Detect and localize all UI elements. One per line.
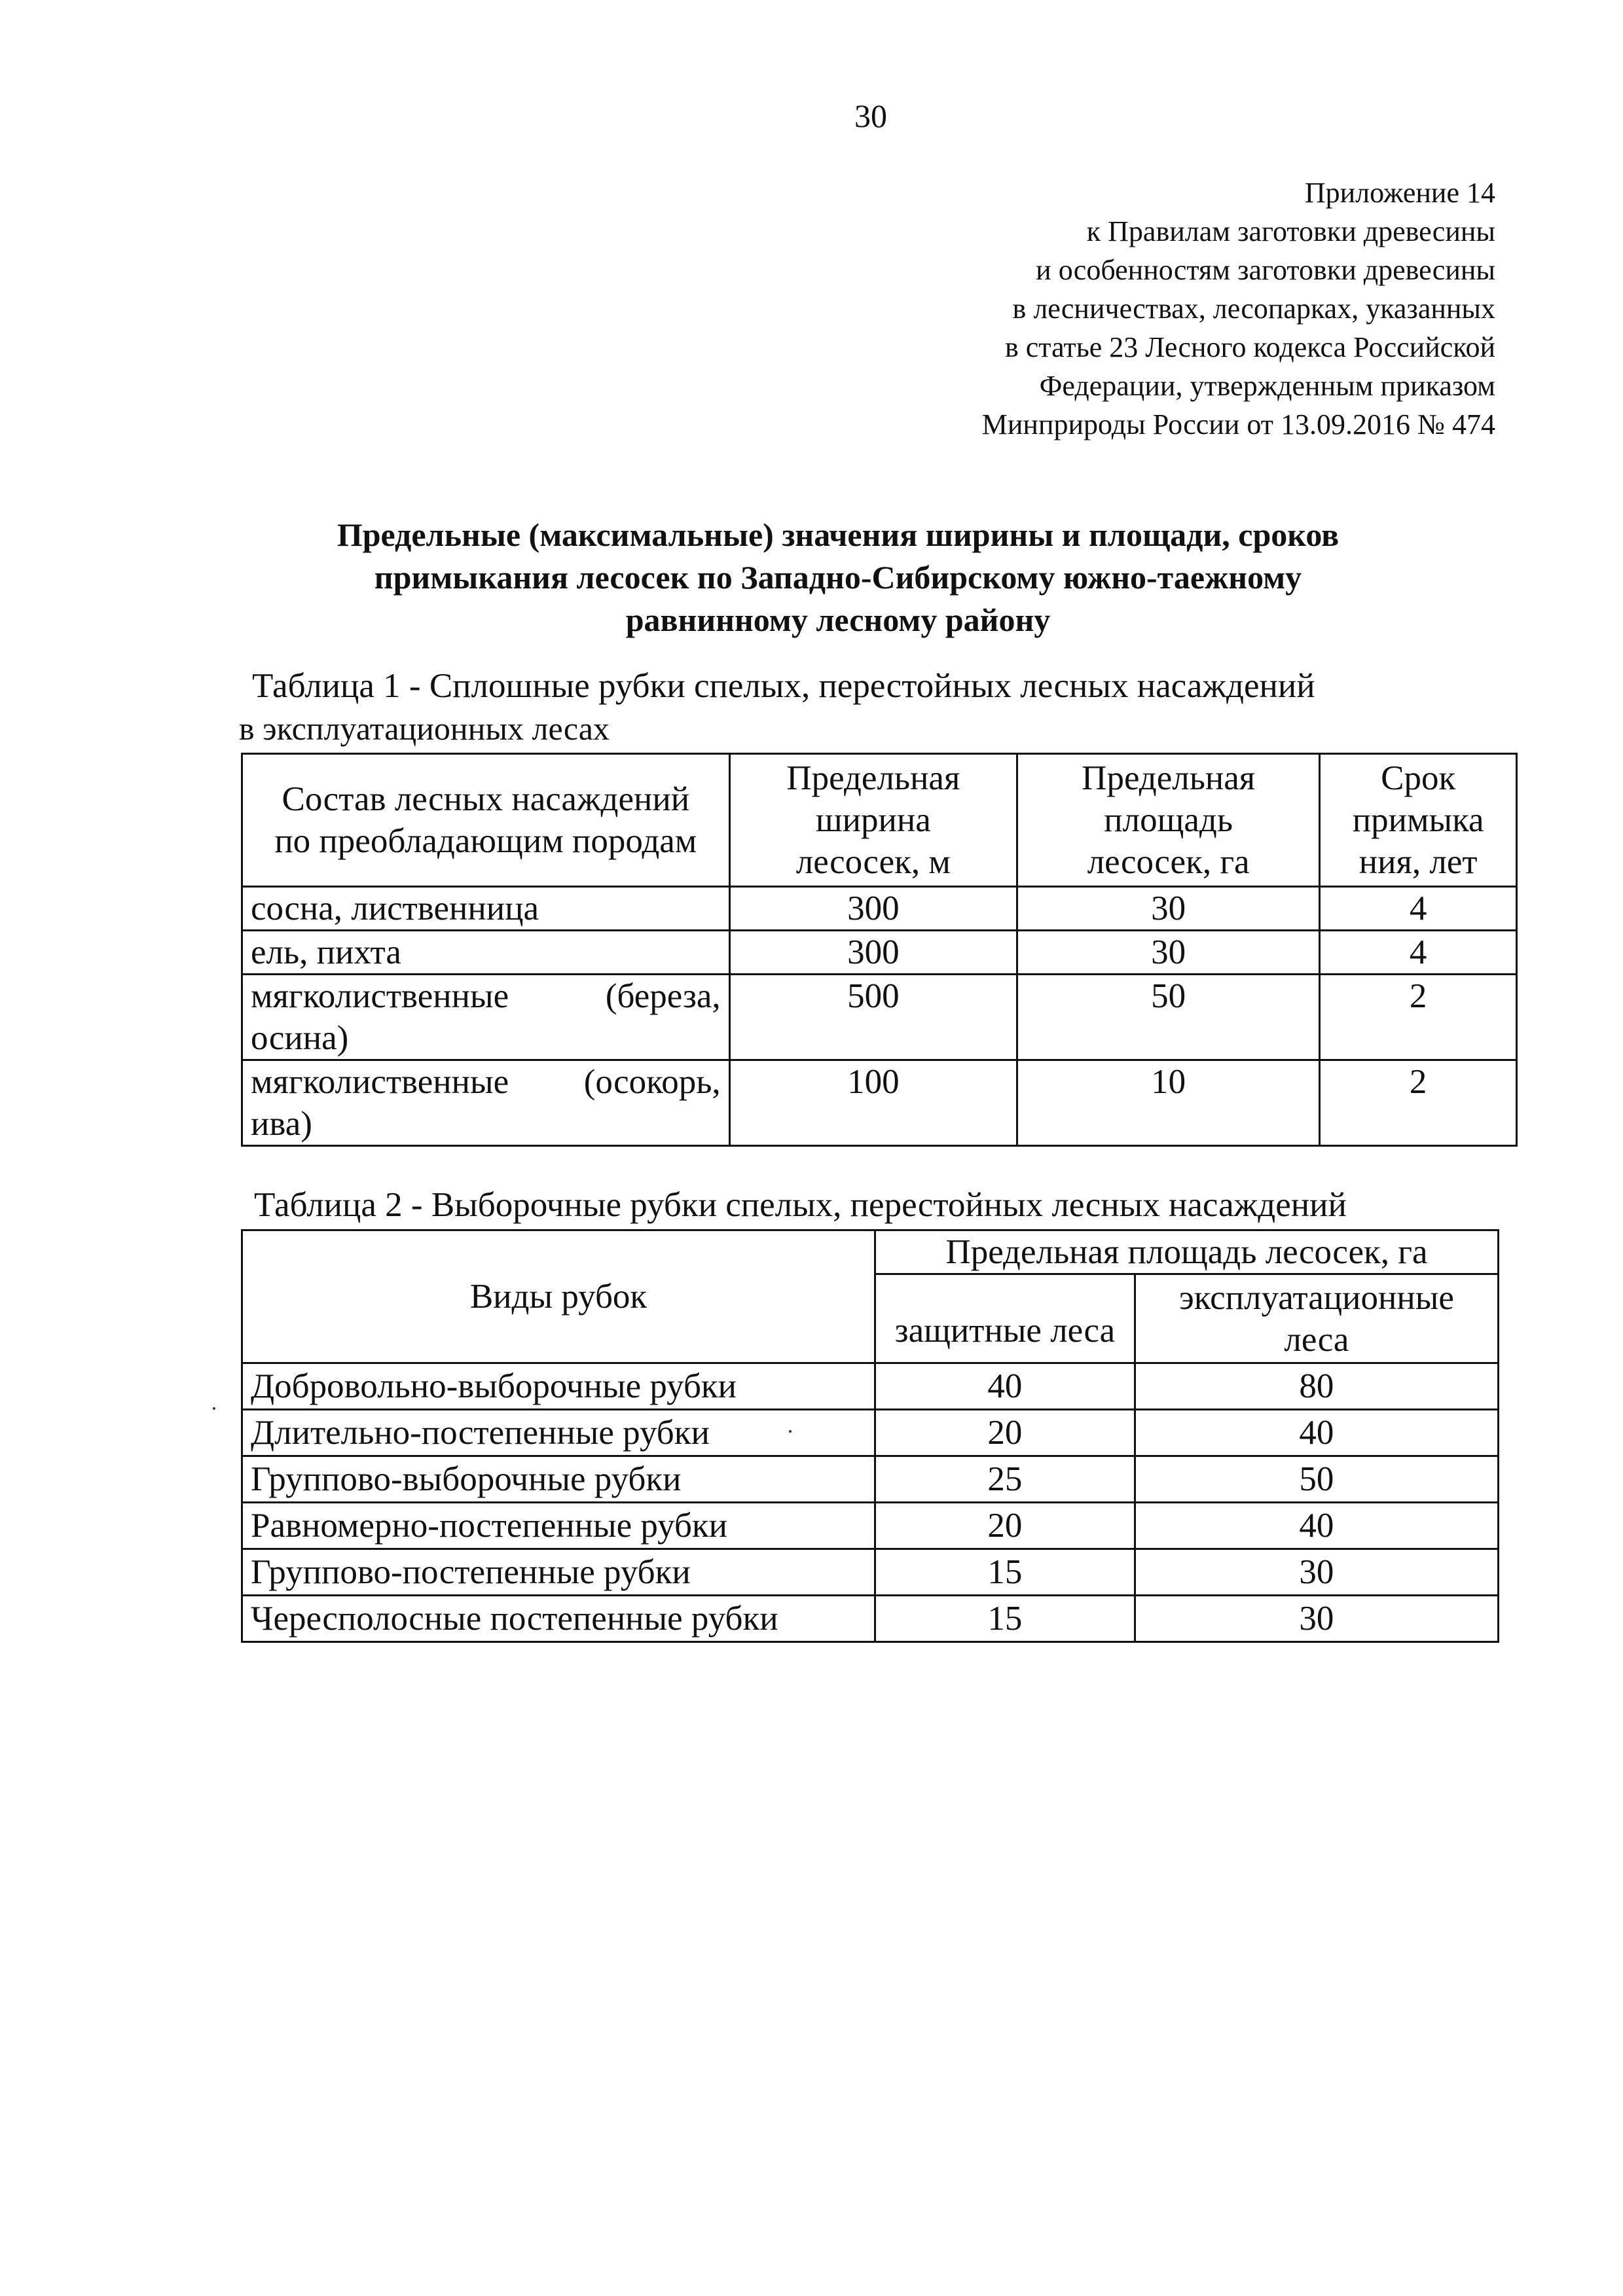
table2-caption: Таблица 2 - Выборочные рубки спелых, перестойных лесных насаждений: [254, 1186, 1347, 1224]
species-line: осина): [251, 1019, 349, 1057]
table2-header-exploit: [1135, 1274, 1498, 1363]
table1-term-cell: 2: [1320, 975, 1517, 1060]
table2-type-cell: Группово-выборочные рубки: [242, 1456, 875, 1503]
table2-protective-cell: 20: [875, 1503, 1135, 1549]
table-row: [242, 887, 1517, 931]
table1-width-cell: 300: [729, 887, 1017, 931]
table-row: [242, 1060, 1517, 1146]
table2: [241, 1229, 1499, 1643]
table1-header-area: [1017, 754, 1320, 887]
header-line: леса: [1284, 1320, 1349, 1359]
table2-protective-cell: 15: [875, 1549, 1135, 1596]
table1-width-cell: 300: [729, 931, 1017, 975]
title-line: примыкания лесосек по Западно-Сибирскому южно-таежному: [374, 559, 1302, 596]
table1: [241, 753, 1518, 1147]
table1-species-cell: [242, 1060, 730, 1146]
appendix-line: Федерации, утвержденным приказом: [1039, 370, 1495, 402]
table2-protective-cell: 15: [875, 1596, 1135, 1642]
table2-exploit-cell: 80: [1135, 1363, 1498, 1410]
table2-type-cell: Длительно-постепенные рубки: [242, 1410, 875, 1456]
table2-header-row: [242, 1230, 1499, 1274]
species-line: ива): [251, 1105, 312, 1143]
table1-species-cell: сосна, лиственница: [242, 887, 730, 931]
table1-species-cell: ель, пихта: [242, 931, 730, 975]
table2-type-cell: Группово-постепенные рубки: [242, 1549, 875, 1596]
table1-term-cell: 2: [1320, 1060, 1517, 1146]
header-line: площадь: [1104, 801, 1233, 839]
table1-area-cell: 30: [1017, 887, 1320, 931]
table2-type-cell: Равномерно-постепенные рубки: [242, 1503, 875, 1549]
title-line: равнинному лесному району: [625, 601, 1051, 638]
table1-header-width: [729, 754, 1017, 887]
page-number-text: 30: [854, 98, 887, 134]
table1-area-cell: 50: [1017, 975, 1320, 1060]
header-line: Предельная: [786, 759, 960, 797]
table2-exploit-cell: 40: [1135, 1503, 1498, 1549]
table2-header-group: Предельная площадь лесосек, га: [875, 1230, 1499, 1274]
table1-species-cell: [242, 975, 730, 1060]
table-row: [242, 1363, 1499, 1410]
table2-protective-cell: 40: [875, 1363, 1135, 1410]
header-line: по преобладающим породам: [274, 822, 697, 860]
header-line: лесосек, м: [795, 843, 951, 881]
document-title: [196, 514, 1480, 641]
table1-width-cell: 100: [729, 1060, 1017, 1146]
table1-term-cell: 4: [1320, 887, 1517, 931]
species-line: мягколиственные (береза,: [251, 977, 721, 1015]
table-row: [242, 1503, 1499, 1549]
header-line: примыка: [1352, 801, 1484, 839]
table-row: [242, 931, 1517, 975]
appendix-line: Минприроды России от 13.09.2016 № 474: [981, 408, 1495, 440]
table2-header-type: Виды рубок: [242, 1230, 875, 1363]
table1-caption-continued: в эксплуатационных лесах: [239, 710, 610, 747]
table2-exploit-cell: 30: [1135, 1596, 1498, 1642]
scan-speck: [789, 1430, 792, 1433]
table-row: [242, 1549, 1499, 1596]
table2-type-cell: Чересполосные постепенные рубки: [242, 1596, 875, 1642]
table1-area-cell: 10: [1017, 1060, 1320, 1146]
table2-header-protective: защитные леса: [875, 1274, 1135, 1363]
table1-width-cell: 500: [729, 975, 1017, 1060]
appendix-line: Приложение 14: [1304, 177, 1495, 209]
header-line: Состав лесных насаждений: [282, 780, 690, 818]
appendix-line: в статье 23 Лесного кодекса Российской: [1005, 331, 1495, 363]
scan-speck: [213, 1407, 215, 1410]
table1-header-composition: [242, 754, 730, 887]
header-line: Срок: [1381, 759, 1456, 797]
header-line: лесосек, га: [1087, 843, 1250, 881]
header-line: Предельная: [1082, 759, 1256, 797]
header-line: эксплуатационные: [1178, 1278, 1454, 1317]
table2-exploit-cell: 40: [1135, 1410, 1498, 1456]
table2-exploit-cell: 30: [1135, 1549, 1498, 1596]
table1-header-row: [242, 754, 1517, 887]
table2-protective-cell: 20: [875, 1410, 1135, 1456]
appendix-block: [982, 173, 1495, 444]
header-line: ния, лет: [1359, 843, 1478, 881]
appendix-line: и особенностям заготовки древесины: [1036, 254, 1495, 286]
table-row: [242, 975, 1517, 1060]
appendix-line: в лесничествах, лесопарках, указанных: [1012, 293, 1495, 325]
title-line: Предельные (максимальные) значения ширины и площади, сроков: [337, 516, 1340, 553]
table-row: [242, 1456, 1499, 1503]
appendix-line: к Правилам заготовки древесины: [1086, 215, 1495, 247]
table1-area-cell: 30: [1017, 931, 1320, 975]
table2-exploit-cell: 50: [1135, 1456, 1498, 1503]
table-row: [242, 1410, 1499, 1456]
table2-type-cell: Добровольно-выборочные рубки: [242, 1363, 875, 1410]
species-line: мягколиственные (осокорь,: [251, 1063, 721, 1101]
table-row: [242, 1596, 1499, 1642]
table2-protective-cell: 25: [875, 1456, 1135, 1503]
header-line: ширина: [815, 801, 931, 839]
table1-caption: Таблица 1 - Сплошные рубки спелых, перестойных лесных насаждений: [252, 667, 1315, 705]
table1-header-term: [1320, 754, 1517, 887]
table1-term-cell: 4: [1320, 931, 1517, 975]
